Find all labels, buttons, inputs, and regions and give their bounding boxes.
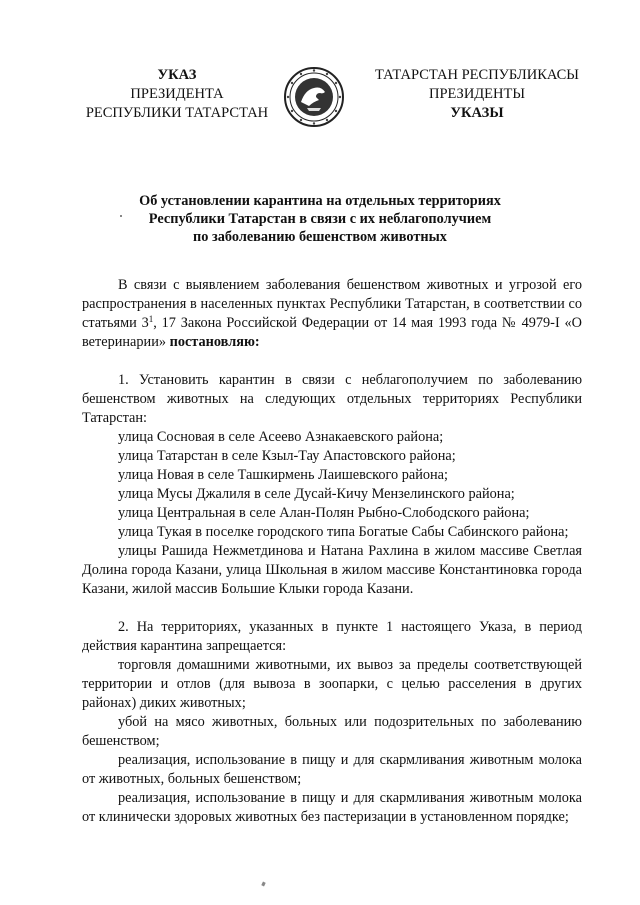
section-1-item: улицы Рашида Нежметдинова и Натана Рахлина в жилом массиве Светлая Долина города Казани, улица Школьная в жилом массиве Константиновка города Казани, жилой массив Большие Клыки города Казани. [82, 543, 582, 597]
section-2-item: реализация, использование в пищу и для скармливания животным молока от животных, больных бешенством; [82, 752, 582, 787]
tatarstan-coat-of-arms-icon [283, 66, 345, 128]
section-1-heading: 1. Установить карантин в связи с неблагополучием по заболеванию бешенством животных на следующих отдельных территориях Республики Татарстан: [82, 372, 582, 426]
intro-paragraph [82, 276, 582, 352]
decree-title [90, 192, 550, 246]
decree-body [82, 276, 582, 827]
section-2-heading: 2. На территориях, указанных в пункте 1 настоящего Указа, в период действия карантина запрещается: [82, 619, 582, 654]
section-1-item: улица Сосновая в селе Асеево Азнакаевского района; [118, 429, 444, 445]
intro-text-1: В связи с выявлением заболевания бешенством животных и угрозой его распространения в населенных пунктах Республики Татарстан, в соответствии со статьями 3 [82, 277, 582, 331]
header-left-line-3: РЕСПУБЛИКИ ТАТАРСТАН [85, 105, 269, 121]
intro-superscript: 1 [148, 314, 154, 324]
title-line-1: Об установлении карантина на отдельных территориях [139, 193, 501, 209]
title-line-2: Республики Татарстан в связи с их неблагополучием [148, 211, 492, 227]
header-left-line-1: УКАЗ [157, 67, 197, 83]
decree-header [0, 66, 640, 128]
scan-speck [261, 882, 265, 887]
intro-bold-verb: постановляю: [169, 334, 260, 350]
section-1-item: улица Мусы Джалиля в селе Дусай-Кичу Мензелинского района; [118, 486, 515, 502]
section-2-item: реализация, использование в пищу и для скармливания животным молока от клинически здоровых животных без пастеризации в установленном порядке; [82, 790, 582, 825]
header-right-line-3: УКАЗЫ [450, 105, 504, 121]
header-left-line-2: ПРЕЗИДЕНТА [130, 86, 224, 102]
header-right-line-2: ПРЕЗИДЕНТЫ [428, 86, 526, 102]
section-1-item: улица Новая в селе Ташкирмень Лаишевского района; [118, 467, 448, 483]
section-2-item: убой на мясо животных, больных или подозрительных по заболеванию бешенством; [82, 714, 582, 749]
title-line-3: по заболеванию бешенством животных [193, 229, 447, 245]
section-2-item: торговля домашними животными, их вывоз за пределы соответствующей территории и отлов (для вывоза в зоопарки, с целью расселения в других районах) диких животных; [82, 657, 582, 711]
intro-text-2: , 17 Закона Российской Федерации от 14 мая 1993 года № 4979-I «О ветеринарии» [82, 315, 582, 350]
section-1-item: улица Тукая в поселке городского типа Богатые Сабы Сабинского района; [118, 524, 569, 540]
header-tatar [372, 66, 582, 123]
section-1-item: улица Татарстан в селе Кзыл-Тау Апастовского района; [118, 448, 456, 464]
header-russian [82, 66, 272, 123]
header-right-line-1: ТАТАРСТАН РЕСПУБЛИКАСЫ [375, 67, 579, 83]
section-1-item: улица Центральная в селе Алан-Полян Рыбно-Слободского района; [118, 505, 530, 521]
